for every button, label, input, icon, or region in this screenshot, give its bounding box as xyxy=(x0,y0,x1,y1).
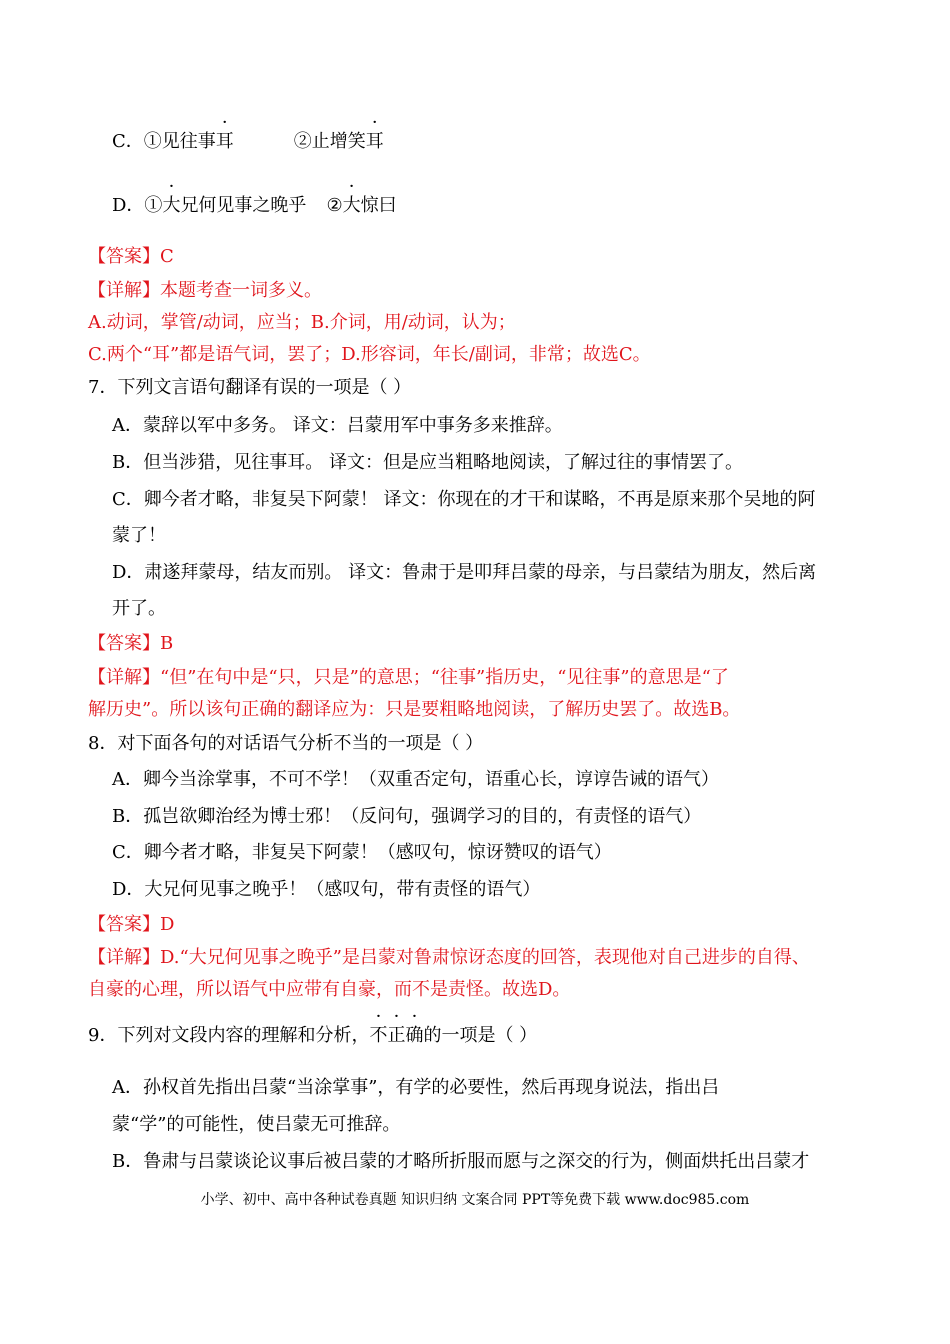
q8-option-d: D．大兄何见事之晚乎！（感叹句，带有责怪的语气） xyxy=(112,879,541,900)
q8-stem: 8．对下面各句的对话语气分析不当的一项是（ ） xyxy=(88,733,484,754)
q8-option-b: B．孤岂欲卿治经为博士邪！（反问句，强调学习的目的，有责怪的语气） xyxy=(112,806,702,827)
q8-detail-line: 自豪的心理，所以语气中应带有自豪，而不是责怪。故选D。 xyxy=(88,979,571,1000)
q7-option-d: D．肃遂拜蒙母，结友而别。 译文：鲁肃于是叩拜吕蒙的母亲，与吕蒙结为朋友，然后离 xyxy=(112,562,817,583)
q9-stem: 9．下列对文段内容的理解和分析，不正确的一项是（ ） xyxy=(88,1025,538,1046)
q7-option-c-cont: 蒙了！ xyxy=(112,525,166,546)
q6-detail-line: C.两个“耳”都是语气词，罢了；D.形容词，年长/副词，非常；故选C。 xyxy=(88,344,651,365)
q7-stem: 7．下列文言语句翻译有误的一项是（ ） xyxy=(88,377,412,398)
q7-option-d-cont: 开了。 xyxy=(112,598,166,619)
q7-detail-line: 【详解】“但”在句中是“只，只是”的意思；“往事”指历史，“见往事”的意思是“了 xyxy=(88,667,729,688)
q6-detail-line: A.动词，掌管/动词，应当；B.介词，用/动词，认为； xyxy=(88,312,516,333)
q6-option-c: C．①见往事耳 ②止增笑耳 xyxy=(112,131,384,152)
q8-answer: 【答案】D xyxy=(88,914,175,935)
q8-option-c: C．卿今者才略，非复吴下阿蒙！（感叹句，惊讶赞叹的语气） xyxy=(112,842,612,863)
q6-detail-line: 【详解】本题考查一词多义。 xyxy=(88,280,322,301)
q6-option-d: D．①大兄何见事之晚乎 ②大惊曰 xyxy=(112,195,397,216)
q8-detail-line: 【详解】D.“大兄何见事之晚乎”是吕蒙对鲁肃惊讶态度的回答，表现他对自己进步的自得、 xyxy=(88,947,810,968)
q7-detail-line: 解历史”。所以该句正确的翻译应为：只是要粗略地阅读，了解历史罢了。故选B。 xyxy=(88,699,741,720)
q7-option-c: C．卿今者才略，非复吴下阿蒙！ 译文：你现在的才干和谋略，不再是原来那个吴地的阿 xyxy=(112,489,816,510)
q8-option-a: A．卿今当涂掌事，不可不学！（双重否定句，语重心长，谆谆告诫的语气） xyxy=(112,769,719,790)
page-footer: 小学、初中、高中各种试卷真题 知识归纳 文案合同 PPT等免费下载 www.doc985.com xyxy=(200,1192,750,1208)
q9-option-a-cont: 蒙“学”的可能性，使吕蒙无可推辞。 xyxy=(112,1114,401,1135)
q7-option-a: A．蒙辞以军中多务。 译文：吕蒙用军中事务多来推辞。 xyxy=(112,415,563,436)
q7-option-b: B．但当涉猎，见往事耳。 译文：但是应当粗略地阅读，了解过往的事情罢了。 xyxy=(112,452,743,473)
q7-answer: 【答案】B xyxy=(88,633,174,654)
q9-option-b: B．鲁肃与吕蒙谈论议事后被吕蒙的才略所折服而愿与之深交的行为，侧面烘托出吕蒙才 xyxy=(112,1151,810,1172)
q9-option-a: A．孙权首先指出吕蒙“当涂掌事”，有学的必要性，然后再现身说法，指出吕 xyxy=(112,1077,720,1098)
q6-answer: 【答案】C xyxy=(88,246,174,267)
